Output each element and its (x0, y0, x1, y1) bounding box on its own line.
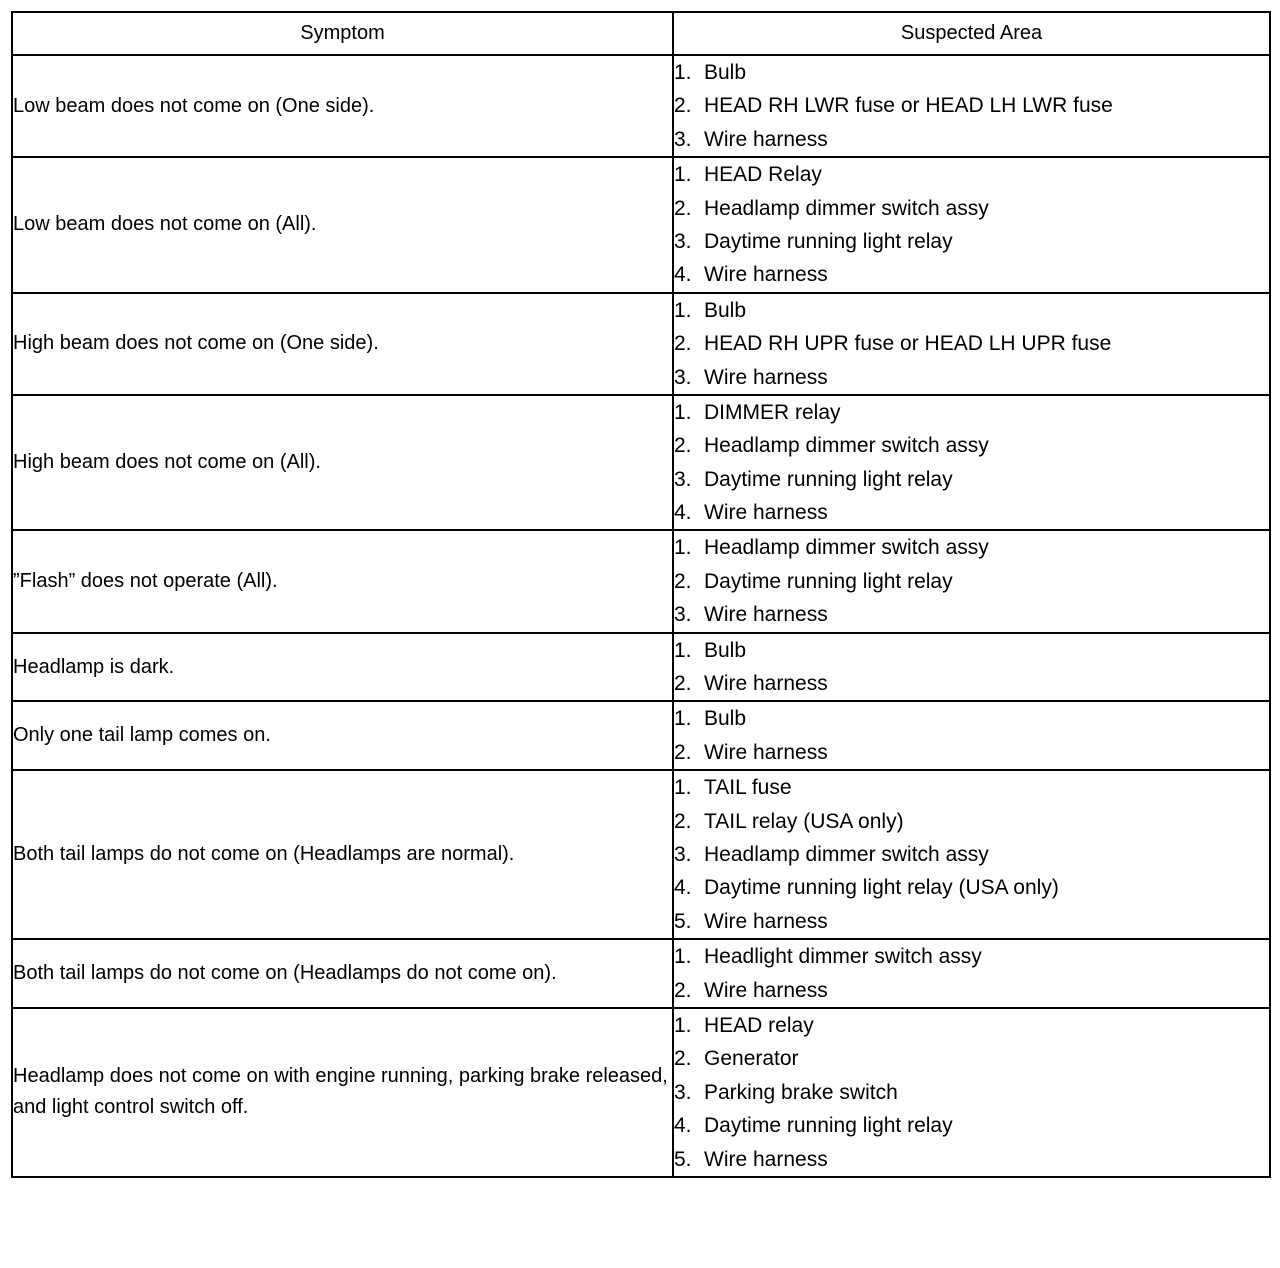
list-item-text: Wire harness (704, 978, 828, 1002)
table-row (12, 157, 1270, 293)
suspected-area-list (674, 702, 1269, 769)
list-item (674, 531, 1269, 564)
list-item-text: Wire harness (704, 603, 828, 627)
list-item-text: Daytime running light relay (704, 1114, 953, 1138)
suspected-area-list (674, 294, 1269, 394)
list-item-text: Daytime running light relay (704, 229, 953, 253)
list-item-text: Headlight dimmer switch assy (704, 945, 982, 969)
list-item-number: 1. (674, 61, 692, 84)
list-item-text: Bulb (704, 707, 747, 731)
list-item (674, 192, 1269, 225)
list-item (674, 496, 1269, 529)
list-item (674, 974, 1269, 1007)
suspected-area-list (674, 940, 1269, 1007)
table-body (12, 55, 1270, 1177)
list-item-number: 1. (674, 707, 692, 731)
list-item-text: Daytime running light relay (704, 569, 953, 593)
symptom-cell: Low beam does not come on (All). (12, 157, 673, 293)
list-item-text: Headlamp dimmer switch assy (704, 196, 989, 220)
list-item-number: 2. (674, 672, 692, 696)
list-item-text: Wire harness (704, 740, 828, 764)
list-item-text: HEAD RH UPR fuse or HEAD LH UPR fuse (704, 332, 1112, 356)
list-item-number: 2. (674, 94, 692, 118)
list-item (674, 158, 1269, 191)
list-item-text: Headlamp dimmer switch assy (704, 842, 989, 866)
list-item (674, 667, 1269, 700)
list-item (674, 1009, 1269, 1042)
list-item-text: TAIL relay (USA only) (704, 809, 904, 833)
symptom-cell: Both tail lamps do not come on (Headlamps are normal). (12, 770, 673, 939)
list-item-text: Parking brake switch (704, 1080, 898, 1104)
suspected-area-list (674, 634, 1269, 701)
suspected-area-cell (673, 701, 1270, 770)
list-item-number: 4. (674, 876, 692, 900)
symptom-cell: Both tail lamps do not come on (Headlamps do not come on). (12, 939, 673, 1008)
suspected-area-cell (673, 530, 1270, 632)
list-item-number: 1. (674, 298, 692, 322)
list-item-number: 1. (674, 1013, 692, 1037)
list-item (674, 838, 1269, 871)
table-row (12, 701, 1270, 770)
list-item-number: 1. (674, 163, 692, 187)
list-item (674, 565, 1269, 598)
list-item-text: Daytime running light relay (USA only) (704, 876, 1059, 900)
list-item-number: 4. (674, 501, 692, 525)
list-item-number: 2. (674, 809, 692, 833)
list-item-number: 4. (674, 263, 692, 287)
list-item-text: HEAD RH LWR fuse or HEAD LH LWR fuse (704, 94, 1113, 118)
list-item-text: Wire harness (704, 909, 828, 933)
list-item (674, 429, 1269, 462)
list-item-number: 3. (674, 127, 692, 151)
table-row (12, 55, 1270, 157)
list-item (674, 1076, 1269, 1109)
symptom-cell: High beam does not come on (One side). (12, 293, 673, 395)
suspected-area-list (674, 56, 1269, 156)
header-row (12, 12, 1270, 55)
list-item-text: Headlamp dimmer switch assy (704, 536, 989, 560)
suspected-area-list (674, 396, 1269, 530)
list-item-number: 2. (674, 1047, 692, 1071)
list-item-number: 1. (674, 536, 692, 560)
list-item-number: 3. (674, 365, 692, 389)
list-item-text: Headlamp dimmer switch assy (704, 434, 989, 458)
list-item-number: 1. (674, 638, 692, 662)
suspected-area-list (674, 771, 1269, 938)
list-item (674, 56, 1269, 89)
list-item-number: 3. (674, 1080, 692, 1104)
suspected-area-list (674, 531, 1269, 631)
symptom-cell: Low beam does not come on (One side). (12, 55, 673, 157)
suspected-area-cell (673, 770, 1270, 939)
list-item (674, 736, 1269, 769)
list-item-number: 2. (674, 569, 692, 593)
list-item-text: Wire harness (704, 1147, 828, 1171)
suspected-area-list (674, 1009, 1269, 1176)
list-item (674, 258, 1269, 291)
suspected-area-cell (673, 939, 1270, 1008)
suspected-area-cell (673, 395, 1270, 531)
symptom-cell: Headlamp does not come on with engine running, parking brake released, and light control switch off. (12, 1008, 673, 1177)
list-item-text: TAIL fuse (704, 776, 792, 800)
table-row (12, 939, 1270, 1008)
list-item-text: Bulb (704, 298, 747, 322)
list-item-text: Wire harness (704, 672, 828, 696)
list-item (674, 361, 1269, 394)
list-item (674, 598, 1269, 631)
list-item-number: 3. (674, 842, 692, 866)
suspected-area-cell (673, 157, 1270, 293)
list-item (674, 771, 1269, 804)
table-row (12, 293, 1270, 395)
suspected-area-cell (673, 55, 1270, 157)
list-item (674, 905, 1269, 938)
symptom-header: Symptom (12, 12, 673, 55)
list-item-text: Generator (704, 1047, 799, 1071)
list-item (674, 702, 1269, 735)
suspected-area-header: Suspected Area (673, 12, 1270, 55)
symptom-cell: ”Flash” does not operate (All). (12, 530, 673, 632)
list-item-number: 1. (674, 945, 692, 969)
list-item (674, 294, 1269, 327)
list-item-number: 5. (674, 1147, 692, 1171)
suspected-area-cell (673, 633, 1270, 702)
list-item (674, 1109, 1269, 1142)
list-item (674, 396, 1269, 429)
table-row (12, 633, 1270, 702)
list-item-text: Bulb (704, 638, 747, 662)
list-item (674, 871, 1269, 904)
list-item (674, 123, 1269, 156)
symptom-cell: Only one tail lamp comes on. (12, 701, 673, 770)
table-row (12, 530, 1270, 632)
list-item-text: DIMMER relay (704, 400, 841, 424)
suspected-area-cell (673, 1008, 1270, 1177)
list-item-text: HEAD Relay (704, 163, 822, 187)
table-row (12, 1008, 1270, 1177)
list-item-text: Wire harness (704, 365, 828, 389)
list-item-text: Bulb (704, 61, 747, 84)
symptom-cell: Headlamp is dark. (12, 633, 673, 702)
list-item-number: 3. (674, 467, 692, 491)
list-item-text: Wire harness (704, 501, 828, 525)
suspected-area-cell (673, 293, 1270, 395)
list-item-number: 2. (674, 434, 692, 458)
list-item (674, 634, 1269, 667)
symptom-cell: High beam does not come on (All). (12, 395, 673, 531)
list-item-number: 3. (674, 229, 692, 253)
list-item-number: 1. (674, 400, 692, 424)
suspected-area-list (674, 158, 1269, 292)
list-item-number: 4. (674, 1114, 692, 1138)
list-item-text: HEAD relay (704, 1013, 814, 1037)
list-item (674, 1042, 1269, 1075)
list-item-number: 3. (674, 603, 692, 627)
list-item-number: 2. (674, 196, 692, 220)
list-item-text: Wire harness (704, 263, 828, 287)
table-row (12, 770, 1270, 939)
list-item (674, 463, 1269, 496)
troubleshooting-table (11, 11, 1271, 1178)
list-item-number: 1. (674, 776, 692, 800)
list-item (674, 940, 1269, 973)
table-row (12, 395, 1270, 531)
list-item-number: 2. (674, 332, 692, 356)
list-item-text: Wire harness (704, 127, 828, 151)
list-item (674, 89, 1269, 122)
list-item (674, 805, 1269, 838)
list-item-number: 2. (674, 740, 692, 764)
list-item (674, 327, 1269, 360)
list-item-text: Daytime running light relay (704, 467, 953, 491)
list-item (674, 1143, 1269, 1176)
list-item-number: 5. (674, 909, 692, 933)
list-item-number: 2. (674, 978, 692, 1002)
list-item (674, 225, 1269, 258)
